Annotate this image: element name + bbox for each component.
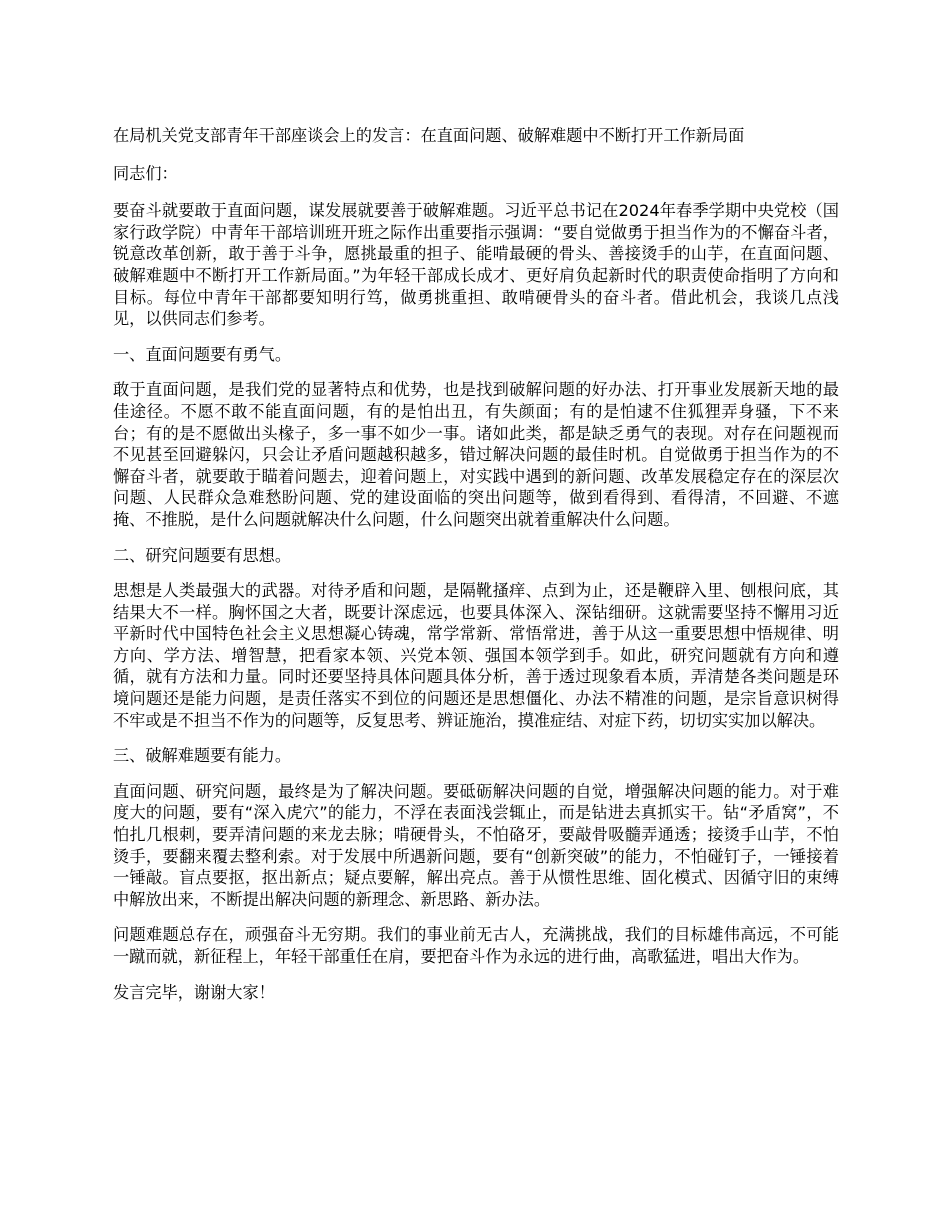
section-1-heading: 一、直面问题要有勇气。: [113, 344, 292, 364]
document-title: 在局机关党支部青年干部座谈会上的发言：在直面问题、破解难题中不断打开工作新局面: [113, 126, 745, 145]
section-3-paragraph: 直面问题、研究问题，最终是为了解决问题。要砥砺解决问题的自觉，增强解决问题的能力。对于难度大的问题，要有“深入虎穴”的能力，不浮在表面浅尝辄止，而是钻进去真抓实干。钻“矛盾窝”，不怕扎几根刺，要弄清问题的来龙去脉；啃硬骨头，不怕硌牙，要敲骨吸髓弄通透；接烫手山芋，不怕烫手，要翻来覆去整利索。对于发展中所遇新问题，要有“创新突破”的能力，不怕碰钉子，一锤接着一锤敲。盲点要抠，抠出新点；疑点要解，解出亮点。善于从惯性思维、固化模式、因循守旧的束缚中解放出来，不断提出解决问题的新理念、新思路、新办法。: [113, 781, 839, 909]
section-1-paragraph: 敢于直面问题，是我们党的显著特点和优势，也是找到破解问题的好办法、打开事业发展新天地的最佳途径。不愿不敢不能直面问题，有的是怕出丑，有失颜面；有的是怕逮不住狐狸弄身骚，下不来台；有的是不愿做出头椽子，多一事不如少一事。诸如此类，都是缺乏勇气的表现。对存在问题视而不见甚至回避躲闪，只会让矛盾问题越积越多，错过解决问题的最佳时机。自觉做勇于担当作为的不懈奋斗者，就要敢于瞄着问题去，迎着问题上，对实践中遇到的新问题、改革发展稳定存在的深层次问题、人民群众急难愁盼问题、党的建设面临的突出问题等，做到看得到、看得清，不回避、不遮掩、不推脱，是什么问题就解决什么问题，什么问题突出就着重解决什么问题。: [113, 380, 839, 529]
closing-line: 发言完毕，谢谢大家！: [113, 982, 275, 1002]
greeting: 同志们：: [113, 163, 178, 183]
section-2-heading: 二、研究问题要有思想。: [113, 545, 292, 565]
conclusion-paragraph: 问题难题总存在，顽强奋斗无穷期。我们的事业前无古人，充满挑战，我们的目标雄伟高远，不可能一蹴而就，新征程上，年轻干部重任在肩，要把奋斗作为永远的进行曲，高歌猛进，唱出大作为。: [113, 925, 839, 966]
document-page: [113, 125, 839, 1003]
intro-paragraph: 要奋斗就要敢于直面问题，谋发展就要善于破解难题。习近平总书记在2024年春季学期中央党校（国家行政学院）中青年干部培训班开班之际作出重要指示强调：“要自觉做勇于担当作为的不懈奋斗者，锐意改革创新，敢于善于斗争，愿挑最重的担子、能啃最硬的骨头、善接烫手的山芋，在直面问题、破解难题中不断打开工作新局面。”为年轻干部成长成才、更好肩负起新时代的职责使命指明了方向和目标。每位中青年干部都要知明行笃，做勇挑重担、敢啃硬骨头的奋斗者。借此机会，我谈几点浅见，以供同志们参考。: [113, 201, 839, 329]
section-3-heading: 三、破解难题要有能力。: [113, 746, 292, 766]
section-2-paragraph: 思想是人类最强大的武器。对待矛盾和问题，是隔靴搔痒、点到为止，还是鞭辟入里、刨根问底，其结果大不一样。胸怀国之大者，既要计深虑远，也要具体深入、深钻细研。这就需要坚持不懈用习近平新时代中国特色社会主义思想凝心铸魂，常学常新、常悟常进，善于从这一重要思想中悟规律、明方向、学方法、增智慧，把看家本领、兴党本领、强国本领学到手。如此，研究问题就有方向和遵循，就有方法和力量。同时还要坚持具体问题具体分析，善于透过现象看本质，弄清楚各类问题是环境问题还是能力问题，是责任落实不到位的问题还是思想僵化、办法不精准的问题，是宗旨意识树得不牢或是不担当不作为的问题等，反复思考、辨证施治，摸准症结、对症下药，切切实实加以解决。: [113, 581, 839, 730]
